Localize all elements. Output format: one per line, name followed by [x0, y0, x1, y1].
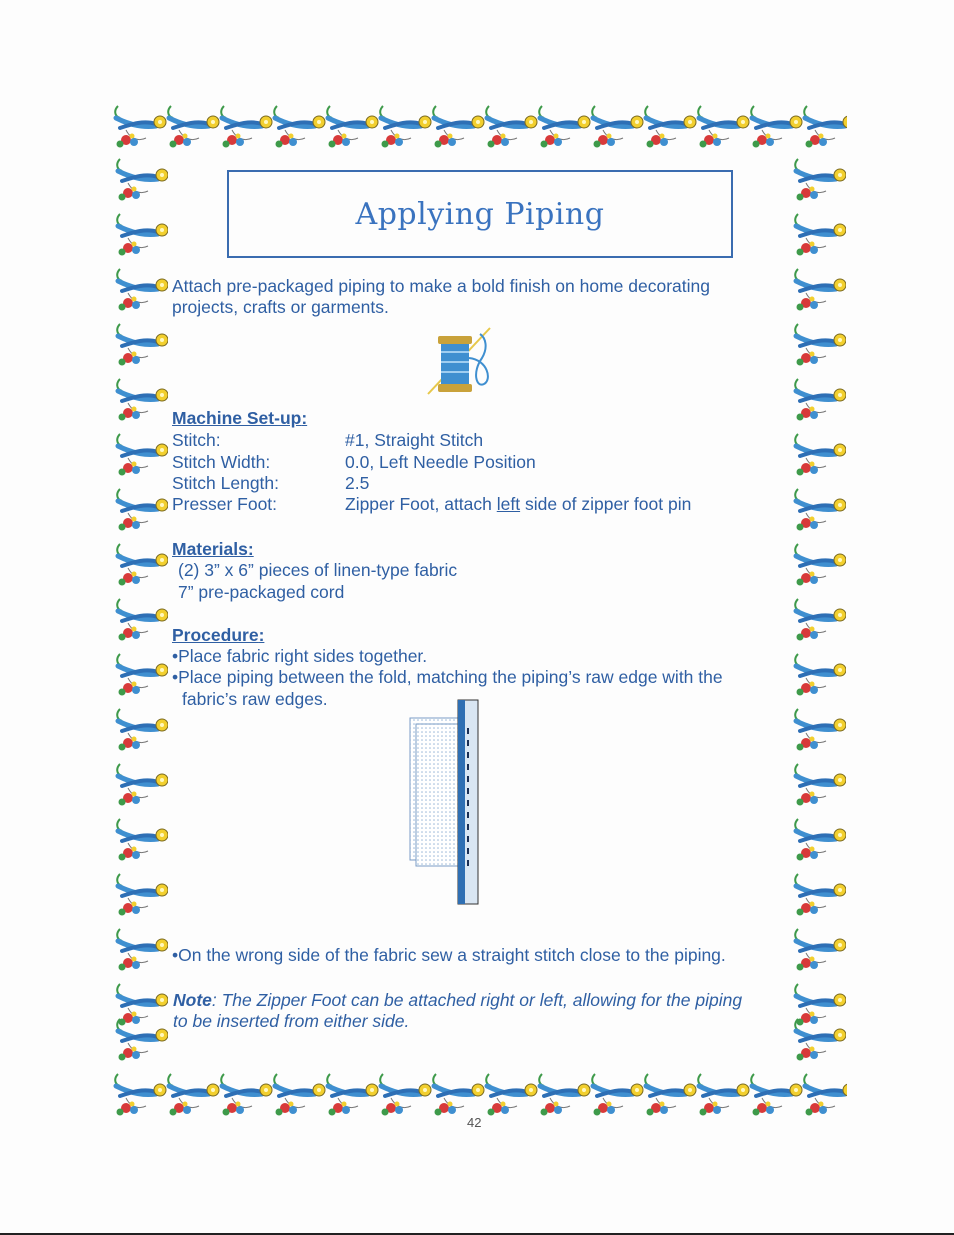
- materials-heading: Materials:: [172, 539, 254, 559]
- procedure-step-3: •On the wrong side of the fabric sew a straight stitch close to the piping.: [172, 945, 726, 965]
- left-border-motifs: [112, 155, 168, 1065]
- piping-diagram: [408, 698, 484, 906]
- intro-line-1: Attach pre-packaged piping to make a bold finish on home decorating: [172, 276, 710, 296]
- setup-label-width: Stitch Width:: [172, 452, 271, 472]
- setup-value-stitch: #1, Straight Stitch: [345, 430, 484, 450]
- note-line-1: Note: The Zipper Foot can be attached right or left, allowing for the piping: [173, 990, 743, 1010]
- setup-label-foot: Presser Foot:: [172, 494, 278, 514]
- title-box: [227, 170, 733, 258]
- materials-item-2: 7” pre-packaged cord: [178, 582, 345, 602]
- setup-heading: Machine Set-up:: [172, 408, 308, 428]
- intro-line-2: projects, crafts or garments.: [172, 297, 389, 317]
- page-number: 42: [467, 1115, 482, 1130]
- bottom-border-motifs: [112, 1068, 847, 1118]
- right-border-motifs: [790, 155, 846, 1065]
- materials-item-1: (2) 3” x 6” pieces of linen-type fabric: [178, 560, 458, 580]
- procedure-step-1: •Place fabric right sides together.: [172, 646, 428, 666]
- note-line-2: to be inserted from either side.: [173, 1011, 410, 1031]
- setup-value-length: 2.5: [345, 473, 370, 493]
- procedure-step-2-line-2: fabric’s raw edges.: [182, 689, 328, 709]
- page-title: Applying Piping: [355, 196, 605, 232]
- top-border-motifs: [112, 100, 847, 150]
- setup-label-length: Stitch Length:: [172, 473, 280, 493]
- setup-label-stitch: Stitch:: [172, 430, 221, 450]
- setup-value-foot: Zipper Foot, attach left side of zipper foot pin: [345, 494, 692, 514]
- procedure-step-2-line-1: •Place piping between the fold, matching the piping’s raw edge with the: [172, 667, 723, 687]
- thread-spool-icon: [420, 322, 502, 402]
- procedure-heading: Procedure:: [172, 625, 265, 645]
- setup-value-width: 0.0, Left Needle Position: [345, 452, 536, 472]
